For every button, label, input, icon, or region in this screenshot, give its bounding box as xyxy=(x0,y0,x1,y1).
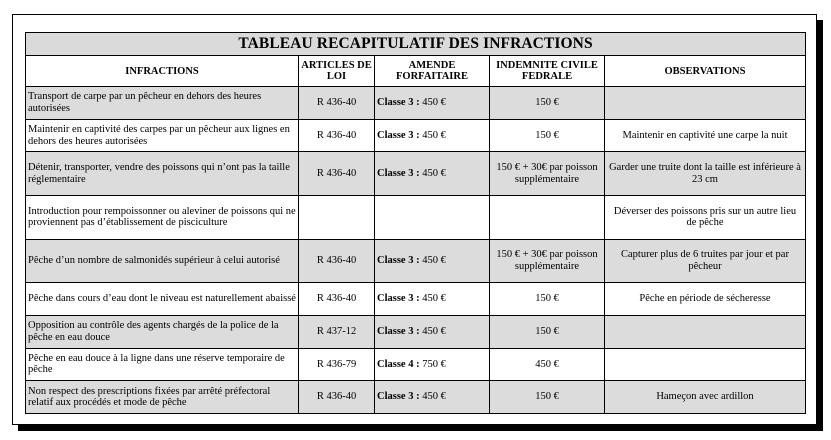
table-row xyxy=(26,152,806,196)
cell-infraction: Non respect des prescriptions fixées par arrêté préfectoral relatif aux procédés et mode de pêche xyxy=(26,381,299,414)
cell-amende xyxy=(375,381,490,414)
table-row xyxy=(26,283,806,316)
amende-montant: 450 € xyxy=(422,293,446,305)
table-row xyxy=(26,87,806,120)
cell-infraction: Pêche en eau douce à la ligne dans une réserve temporaire de pêche xyxy=(26,348,299,381)
cell-infraction: Pêche dans cours d’eau dont le niveau est naturellement abaissé xyxy=(26,283,299,316)
header-articles: ARTICLES DE LOI xyxy=(299,56,375,87)
amende-montant: 450 € xyxy=(422,255,446,267)
cell-indemnite: 450 € xyxy=(490,348,605,381)
amende-montant: 450 € xyxy=(422,167,446,179)
cell-amende xyxy=(375,87,490,120)
cell-amende xyxy=(375,119,490,152)
amende-montant: 750 € xyxy=(422,358,446,370)
cell-indemnite: 150 € xyxy=(490,283,605,316)
amende-classe: Classe 3 : xyxy=(377,167,420,179)
cell-amende xyxy=(375,348,490,381)
cell-amende xyxy=(375,315,490,348)
cell-amende xyxy=(375,283,490,316)
amende-montant: 450 € xyxy=(422,129,446,141)
table-row xyxy=(26,119,806,152)
amende-classe: Classe 3 : xyxy=(377,325,420,337)
cell-observation: Garder une truite dont la taille est inférieure à 23 cm xyxy=(605,152,806,196)
amende-montant: 450 € xyxy=(422,97,446,109)
cell-article: R 436-40 xyxy=(299,239,375,283)
table-row xyxy=(26,381,806,414)
cell-observation: Pêche en période de sécheresse xyxy=(605,283,806,316)
cell-amende xyxy=(375,239,490,283)
amende-classe: Classe 4 : xyxy=(377,358,420,370)
cell-observation xyxy=(605,87,806,120)
cell-amende xyxy=(375,152,490,196)
table-row xyxy=(26,239,806,283)
header-infractions: INFRACTIONS xyxy=(26,56,299,87)
cell-infraction: Transport de carpe par un pêcheur en dehors des heures autorisées xyxy=(26,87,299,120)
table-row xyxy=(26,195,806,239)
header-amende: AMENDE FORFAITAIRE xyxy=(375,56,490,87)
table-row xyxy=(26,348,806,381)
header-observations: OBSERVATIONS xyxy=(605,56,806,87)
cell-observation xyxy=(605,348,806,381)
cell-indemnite xyxy=(490,195,605,239)
cell-observation: Maintenir en captivité une carpe la nuit xyxy=(605,119,806,152)
amende-montant: 450 € xyxy=(422,391,446,403)
table-title: TABLEAU RECAPITULATIF DES INFRACTIONS xyxy=(26,33,806,56)
cell-article: R 436-79 xyxy=(299,348,375,381)
table-row xyxy=(26,315,806,348)
header-indemnite: INDEMNITE CIVILE FEDRALE xyxy=(490,56,605,87)
cell-indemnite: 150 € + 30€ par poisson supplémentaire xyxy=(490,239,605,283)
amende-classe: Classe 3 : xyxy=(377,97,420,109)
cell-observation: Déverser des poissons pris sur un autre lieu de pêche xyxy=(605,195,806,239)
cell-observation xyxy=(605,315,806,348)
cell-indemnite: 150 € xyxy=(490,119,605,152)
amende-classe: Classe 3 : xyxy=(377,391,420,403)
cell-infraction: Détenir, transporter, vendre des poissons qui n’ont pas la taille réglementaire xyxy=(26,152,299,196)
cell-infraction: Maintenir en captivité des carpes par un pêcheur aux lignes en dehors des heures autorisées xyxy=(26,119,299,152)
cell-indemnite: 150 € + 30€ par poisson supplémentaire xyxy=(490,152,605,196)
cell-indemnite: 150 € xyxy=(490,315,605,348)
infractions-table xyxy=(25,32,806,414)
cell-article: R 436-40 xyxy=(299,152,375,196)
amende-classe: Classe 3 : xyxy=(377,293,420,305)
amende-classe: Classe 3 : xyxy=(377,255,420,267)
amende-classe: Classe 3 : xyxy=(377,129,420,141)
cell-observation: Capturer plus de 6 truites par jour et par pêcheur xyxy=(605,239,806,283)
cell-article xyxy=(299,195,375,239)
cell-article: R 436-40 xyxy=(299,283,375,316)
cell-infraction: Introduction pour rempoissonner ou aleviner de poissons qui ne proviennent pas d’établissement de pisciculture xyxy=(26,195,299,239)
cell-infraction: Pêche d’un nombre de salmonidés supérieur à celui autorisé xyxy=(26,239,299,283)
cell-indemnite: 150 € xyxy=(490,381,605,414)
document-frame xyxy=(12,14,817,425)
cell-observation: Hameçon avec ardillon xyxy=(605,381,806,414)
cell-article: R 436-40 xyxy=(299,87,375,120)
cell-article: R 437-12 xyxy=(299,315,375,348)
cell-article: R 436-40 xyxy=(299,381,375,414)
amende-montant: 450 € xyxy=(422,325,446,337)
cell-article: R 436-40 xyxy=(299,119,375,152)
cell-indemnite: 150 € xyxy=(490,87,605,120)
cell-infraction: Opposition au contrôle des agents chargés de la police de la pêche en eau douce xyxy=(26,315,299,348)
cell-amende xyxy=(375,195,490,239)
